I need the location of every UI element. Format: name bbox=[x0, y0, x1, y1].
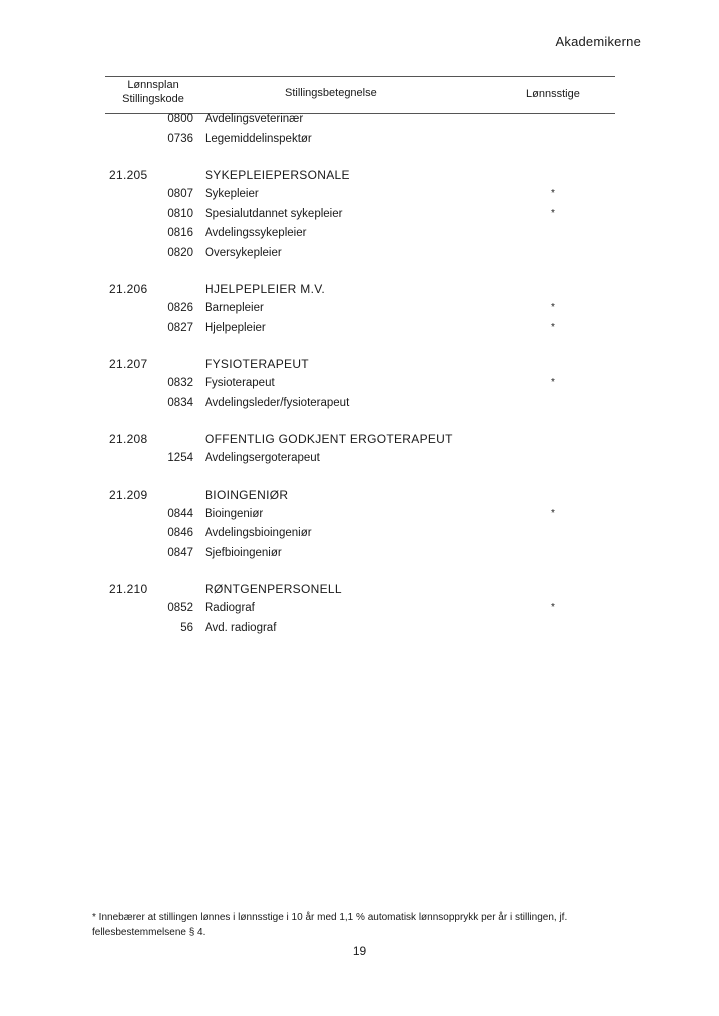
page-number: 19 bbox=[352, 944, 367, 958]
code-cell: 0816 bbox=[167, 227, 193, 239]
title-cell: Bioingeniør bbox=[205, 507, 264, 520]
group-title-cell: HJELPEPLEIER M.V. bbox=[205, 282, 326, 296]
title-cell: Avdelingsbioingeniør bbox=[205, 527, 312, 539]
title-cell: Avdelingsveterinær bbox=[205, 113, 304, 125]
footnote: * Innebærer at stillingen lønnes i lønnsstige i 10 år med 1,1 % automatisk lønnsopprykk per år i stillingen, jf. fellesbestemmelsene § 4. bbox=[92, 912, 568, 938]
ladder-marker-cell: * bbox=[551, 207, 555, 219]
title-cell: Avdelingsergoterapeut bbox=[205, 452, 320, 464]
title-cell: Avd. radiograf bbox=[205, 621, 277, 634]
table-row bbox=[0, 206, 719, 226]
code-cell: 0847 bbox=[167, 546, 193, 559]
title-cell: Sjefbioingeniør bbox=[205, 546, 282, 559]
code-cell: 0810 bbox=[167, 207, 193, 220]
plan-cell: 21.210 bbox=[109, 582, 148, 596]
table-header-top-rule bbox=[105, 76, 615, 77]
code-cell: 0834 bbox=[167, 396, 193, 409]
title-cell: Sykepleier bbox=[205, 188, 259, 200]
ladder-marker-cell: * bbox=[551, 377, 555, 388]
table-row bbox=[0, 395, 719, 415]
ladder-marker-cell: * bbox=[551, 321, 555, 333]
title-cell: Spesialutdannet sykepleier bbox=[205, 207, 343, 220]
title-cell: Legemiddelinspektør bbox=[205, 132, 312, 145]
title-cell: Barnepleier bbox=[205, 302, 264, 314]
plan-cell: 21.207 bbox=[109, 357, 148, 371]
code-cell: 0736 bbox=[167, 132, 193, 145]
table-row bbox=[0, 245, 719, 265]
group-row bbox=[0, 486, 719, 506]
ladder-marker-cell: * bbox=[551, 302, 555, 313]
table-row bbox=[0, 300, 719, 320]
plan-cell: 21.209 bbox=[109, 487, 148, 502]
column-header-code: Stillingskode bbox=[122, 93, 184, 105]
table-row bbox=[0, 375, 719, 395]
code-cell: 0827 bbox=[167, 321, 193, 334]
table-row bbox=[0, 111, 719, 131]
group-row bbox=[0, 355, 719, 375]
title-cell: Avdelingsleder/fysioterapeut bbox=[205, 396, 350, 409]
title-cell: Fysioterapeut bbox=[205, 377, 275, 389]
column-header-title: Stillingsbetegnelse bbox=[285, 87, 377, 99]
group-row bbox=[0, 430, 719, 450]
title-cell: Avdelingssykepleier bbox=[205, 227, 307, 239]
code-cell: 0852 bbox=[167, 602, 193, 614]
plan-cell: 21.208 bbox=[109, 432, 148, 446]
ladder-marker-cell: * bbox=[551, 188, 555, 199]
ladder-marker-cell: * bbox=[551, 602, 555, 613]
column-header-ladder: Lønnsstige bbox=[526, 88, 580, 100]
table-row bbox=[0, 620, 719, 640]
code-cell: 0846 bbox=[167, 527, 193, 539]
plan-cell: 21.205 bbox=[109, 168, 148, 182]
table-row bbox=[0, 131, 719, 151]
table-row bbox=[0, 450, 719, 470]
title-cell: Hjelpepleier bbox=[205, 321, 266, 334]
group-title-cell: SYKEPLEIEPERSONALE bbox=[205, 168, 350, 182]
table-row bbox=[0, 225, 719, 245]
table-row bbox=[0, 320, 719, 340]
group-title-cell: RØNTGENPERSONELL bbox=[205, 582, 342, 596]
title-cell: Oversykepleier bbox=[205, 246, 282, 259]
code-cell: 0820 bbox=[167, 246, 193, 259]
plan-cell: 21.206 bbox=[109, 282, 148, 296]
code-cell: 1254 bbox=[167, 452, 193, 464]
organization-name: Akademikerne bbox=[555, 34, 641, 49]
table-row bbox=[0, 186, 719, 206]
group-row bbox=[0, 280, 719, 300]
code-cell: 0826 bbox=[167, 302, 193, 314]
group-title-cell: BIOINGENIØR bbox=[205, 487, 289, 502]
column-header-plan: Lønnsplan bbox=[127, 79, 179, 91]
code-cell: 56 bbox=[180, 621, 193, 634]
table-row bbox=[0, 545, 719, 565]
group-title-cell: FYSIOTERAPEUT bbox=[205, 357, 309, 371]
code-cell: 0832 bbox=[167, 377, 193, 389]
ladder-marker-cell: * bbox=[551, 507, 555, 519]
group-title-cell: OFFENTLIG GODKJENT ERGOTERAPEUT bbox=[205, 432, 453, 446]
position-table-body bbox=[0, 111, 719, 639]
title-cell: Radiograf bbox=[205, 602, 255, 614]
table-row bbox=[0, 600, 719, 620]
code-cell: 0807 bbox=[167, 188, 193, 200]
table-row bbox=[0, 525, 719, 545]
code-cell: 0844 bbox=[167, 507, 193, 520]
column-header-plan-code bbox=[108, 78, 198, 106]
table-row bbox=[0, 506, 719, 526]
group-row bbox=[0, 580, 719, 600]
group-row bbox=[0, 166, 719, 186]
code-cell: 0800 bbox=[167, 113, 193, 125]
